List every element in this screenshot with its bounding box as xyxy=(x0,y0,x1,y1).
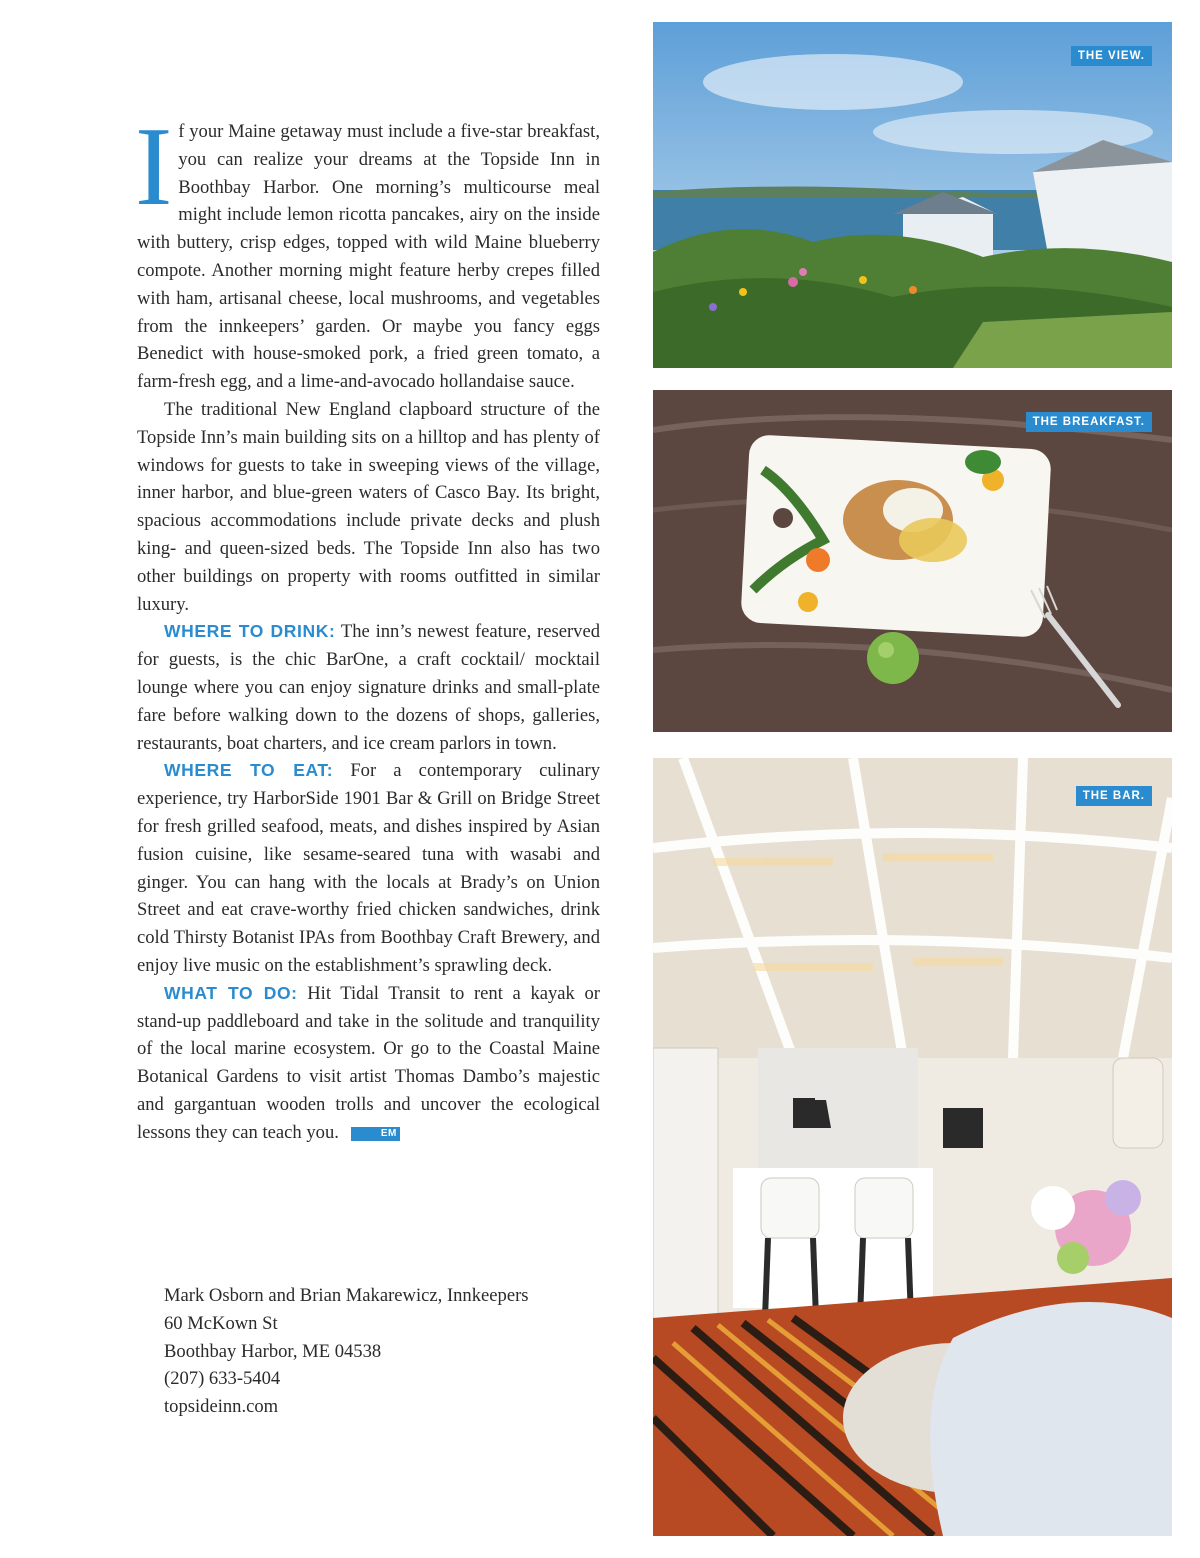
view-photo xyxy=(653,22,1172,368)
street-address: 60 McKown St xyxy=(164,1312,278,1334)
what-to-do-paragraph xyxy=(137,980,600,1147)
what-to-do-text: Hit Tidal Transit to rent a kayak or stand-up paddleboard and take in the solitude and tranquility of the local marine ecosystem. Or go to the Coastal Maine Botanical Gardens to visit artist Thomas Dambo’s majestic and gargantuan wooden trolls and uncover the ecological lessons they can teach you. xyxy=(137,982,600,1143)
bar-photo xyxy=(653,758,1172,1536)
where-to-drink-paragraph xyxy=(137,618,600,757)
breakfast-plate-image xyxy=(653,390,1172,732)
intro-paragraph xyxy=(135,105,600,396)
where-to-eat-paragraph xyxy=(137,757,600,979)
bar-interior-image xyxy=(653,758,1172,1536)
where-to-eat-label: WHERE TO EAT: xyxy=(164,760,334,781)
website-link[interactable]: topsideinn.com xyxy=(164,1396,279,1418)
city-state-zip: Boothbay Harbor, ME 04538 xyxy=(164,1340,382,1362)
em-end-logo: EM xyxy=(351,1127,400,1141)
breakfast-photo xyxy=(653,390,1172,732)
article-body xyxy=(135,105,601,1146)
contact-block xyxy=(164,1282,604,1421)
innkeepers-line: Mark Osborn and Brian Makarewicz, Innkeepers xyxy=(164,1285,529,1306)
drop-cap: I xyxy=(135,105,173,229)
view-caption: THE VIEW. xyxy=(1071,46,1152,66)
intro-text: f your Maine getaway must include a five-star breakfast, you can realize your dreams at the Topside Inn in Boothbay Harbor. One morning’s multicourse meal might include lemon ricotta pancakes, airy on the inside with buttery, crisp edges, topped with wild Maine blueberry compote. Another morning might feature herby crepes filled with ham, artisanal cheese, local mushrooms, and vegetables from the innkeepers’ garden. Or maybe you fancy eggs Benedict with house-smoked pork, a fried green tomato, a farm-fresh egg, and a lime-and-avocado hollandaise sauce. xyxy=(137,121,600,393)
phone-number: (207) 633-5404 xyxy=(164,1368,281,1390)
where-to-drink-text: The inn’s newest feature, reserved for guests, is the chic BarOne, a craft cocktail/ mocktail lounge where you can enjoy signature drinks and small-plate fare before walking down to the dozens of shops, galleries, restaurants, boat charters, and ice cream parlors in town. xyxy=(137,621,601,754)
where-to-eat-text: For a contemporary culinary experience, try HarborSide 1901 Bar & Grill on Bridge Street for fresh grilled seafood, meats, and dishes inspired by Asian fusion cuisine, like sesame-seared tuna with wasabi and ginger. You can hang with the locals at Brady’s on Union Street and eat crave-worthy fried chicken sandwiches, drink cold Thirsty Botanist IPAs from Boothbay Craft Brewery, and enjoy live music on the establishment’s sprawling deck. xyxy=(137,760,600,976)
inn-description-paragraph: The traditional New England clapboard structure of the Topside Inn’s main building sits on a hilltop and has plenty of windows for guests to take in sweeping views of the village, inner harbor, and blue-green waters of Casco Bay. Its bright, spacious accommodations include private decks and plush king- and queen-sized beds. The Topside Inn also has two other buildings on property with rooms outfitted in similar luxury. xyxy=(137,398,600,615)
what-to-do-label: WHAT TO DO: xyxy=(164,982,298,1003)
harbor-view-image xyxy=(653,22,1172,368)
where-to-drink-label: WHERE TO DRINK: xyxy=(164,621,336,642)
bar-caption: THE BAR. xyxy=(1076,786,1152,806)
breakfast-caption: THE BREAKFAST. xyxy=(1026,412,1152,432)
